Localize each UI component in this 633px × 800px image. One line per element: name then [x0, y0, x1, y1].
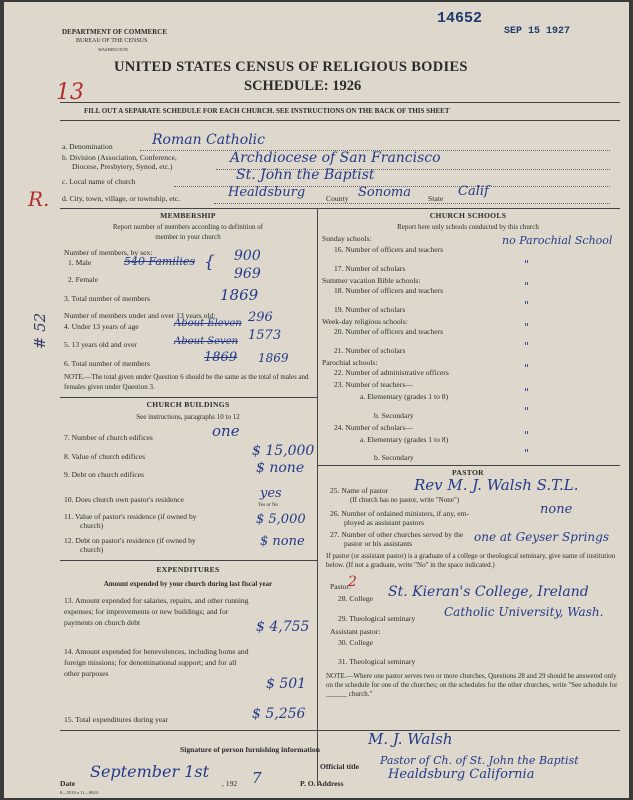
- q16-label: 16. Number of officers and teachers: [334, 245, 444, 254]
- q7-value: one: [212, 422, 240, 440]
- pastor-instruction: If pastor (or assistant pastor) is a graduate of a college or theological seminary, give name of institution below. (If not a graduate, write "No" in the space indicated.): [326, 552, 616, 569]
- city-label: d. City, town, village, or township, etc.: [62, 194, 181, 203]
- q6-struck: 1869: [204, 350, 238, 365]
- q1a-label: 1. Male: [68, 258, 92, 267]
- buildings-intro: See instructions, paragraphs 10 to 12: [136, 413, 240, 421]
- signature-label: Signature of person furnishing information: [180, 745, 320, 754]
- q31-label: 31. Theological seminary: [338, 657, 416, 666]
- pastor-mark: 2: [348, 574, 357, 590]
- q26-value: none: [540, 502, 573, 517]
- q29-label: 29. Theological seminary: [338, 614, 416, 623]
- q23-label: 23. Number of teachers—: [334, 380, 413, 389]
- q13-value: $ 4,755: [256, 619, 310, 635]
- q9-label: 9. Debt on church edifices: [64, 470, 144, 479]
- city-value: Healdsburg: [228, 185, 306, 200]
- q11-value: $ 5,000: [256, 512, 306, 527]
- q12-label: 12. Debt on pastor's residence (if owned by: [64, 536, 196, 545]
- bureau-line: BUREAU OF THE CENSUS: [76, 38, 148, 44]
- form-subtitle: SCHEDULE: 1926: [244, 78, 362, 94]
- q8-value: $ 15,000: [252, 443, 315, 459]
- q24b-value: ": [524, 447, 530, 460]
- yes-no-hint: Yes or No: [258, 503, 279, 508]
- q6-value: 1869: [258, 351, 289, 365]
- q16-value: no Parochial School: [502, 234, 613, 247]
- form-code: 8—5519 a 11—9024: [60, 790, 98, 795]
- summer-label: Summer vacation Bible schools:: [322, 276, 421, 285]
- q12-value: $ none: [260, 534, 305, 549]
- brace-1: {: [204, 252, 215, 272]
- official-title-label: Official title: [320, 762, 360, 771]
- weekday-label: Week-day religious schools:: [322, 317, 408, 326]
- q24a-value: ": [524, 429, 530, 442]
- division-label-2: Diocese, Presbytery, Synod, etc.): [72, 162, 173, 171]
- q2-label: 2. Female: [68, 275, 98, 284]
- q5-label: 5. 13 years old and over: [64, 340, 137, 349]
- female-value: 969: [234, 266, 261, 282]
- pastor-heading: PASTOR: [452, 468, 484, 477]
- q15-label: 15. Total expenditures during year: [64, 715, 169, 724]
- margin-vertical-note: # 52: [31, 312, 50, 350]
- county-value: Sonoma: [358, 185, 412, 200]
- q26-label-2: ployed as assistant pastors: [344, 518, 424, 527]
- q24a-label: a. Elementary (grades 1 to 8): [360, 435, 449, 444]
- total-value: 1869: [220, 286, 259, 304]
- q22-value: ": [524, 362, 530, 375]
- q4-value: 296: [248, 310, 273, 325]
- q7-label: 7. Number of church edifices: [64, 433, 153, 442]
- date-label: Date: [60, 779, 76, 788]
- q24b-label: b. Secondary: [374, 453, 414, 462]
- male-value: 900: [234, 248, 261, 264]
- denomination-value: Roman Catholic: [152, 132, 265, 148]
- q12-label-2: church): [80, 545, 104, 554]
- q1-label: Number of members, by sex:: [64, 248, 153, 257]
- sunday-schools-label: Sunday schools:: [322, 234, 372, 243]
- q21-value: ": [524, 340, 530, 353]
- q10-value: yes: [260, 486, 282, 501]
- county-label: County: [326, 194, 349, 203]
- membership-intro-1: Report number of members according to definition of: [112, 223, 264, 231]
- q4-label: 4. Under 13 years of age: [64, 322, 139, 331]
- q15-value: $ 5,256: [252, 706, 306, 722]
- po-address-value: Healdsburg California: [388, 767, 535, 782]
- q25-hint: (If church has no pastor, write "None"): [350, 496, 460, 504]
- local-name-label: c. Local name of church: [62, 177, 136, 186]
- schools-intro: Report here only schools conducted by this church: [397, 223, 539, 231]
- q14-value: $ 501: [266, 676, 307, 692]
- local-name-value: St. John the Baptist: [236, 167, 375, 183]
- date-value: September 1st: [90, 762, 210, 781]
- q27-label: 27. Number of other churches served by the: [330, 530, 464, 539]
- q24-label: 24. Number of scholars—: [334, 423, 413, 432]
- q3-label: 3. Total number of members: [64, 294, 151, 303]
- official-title-value: Pastor of Ch. of St. John the Baptist: [380, 754, 579, 767]
- q20-value: ": [524, 321, 530, 334]
- q20-label: 20. Number of officers and teachers: [334, 327, 444, 336]
- q23b-value: ": [524, 405, 530, 418]
- pastor-note: NOTE.—Where one pastor serves two or more churches, Questions 28 and 29 should be answered only on the schedule for one of the churches; on the schedules for the other churches, write "See schedule for ______ church.": [326, 672, 618, 698]
- q17-label: 17. Number of scholars: [334, 264, 406, 273]
- q27-label-2: pastor or his assistants: [344, 539, 413, 548]
- q22-label: 22. Number of administrative officers: [334, 368, 449, 377]
- census-form: [4, 2, 629, 798]
- q27-value: one at Geyser Springs: [474, 530, 609, 544]
- q17-value: ": [524, 258, 530, 271]
- q10-label: 10. Does church own pastor's residence: [64, 495, 184, 504]
- q18-label: 18. Number of officers and teachers: [334, 286, 444, 295]
- parochial-label: Parochial schools:: [322, 358, 378, 367]
- expenditures-intro: Amount expended by your church during last fiscal year: [103, 580, 273, 588]
- q23b-label: b. Secondary: [374, 411, 414, 420]
- q18-value: ": [524, 280, 530, 293]
- q19-value: ": [524, 299, 530, 312]
- q11-label-2: church): [80, 521, 104, 530]
- instruction-line: FILL OUT A SEPARATE SCHEDULE FOR EACH CHURCH. SEE INSTRUCTIONS ON THE BACK OF THIS SHEET: [84, 107, 450, 115]
- q21-label: 21. Number of scholars: [334, 346, 406, 355]
- po-address-label: P. O. Address: [300, 779, 344, 788]
- q5-struck: About Seven: [174, 336, 239, 347]
- schools-heading: CHURCH SCHOOLS: [429, 211, 507, 220]
- buildings-heading: CHURCH BUILDINGS: [146, 400, 230, 409]
- denomination-label: a. Denomination: [62, 142, 113, 151]
- q11-label: 11. Value of pastor's residence (if owned by: [64, 512, 197, 521]
- assistant-pastor-label: Assistant pastor:: [330, 627, 381, 636]
- date-stamp: SEP 15 1927: [504, 26, 571, 37]
- location-line: WASHINGTON: [98, 47, 128, 52]
- year-digit: 7: [252, 769, 262, 787]
- membership-heading: MEMBERSHIP: [160, 211, 216, 220]
- division-label: b. Division (Association, Conference,: [62, 153, 177, 162]
- q29-value: Catholic University, Wash.: [444, 605, 604, 619]
- margin-number: 13: [56, 80, 84, 105]
- q26-label: 26. Number of ordained ministers, if any, em-: [330, 509, 470, 518]
- state-label: State: [428, 194, 444, 203]
- margin-r-mark: R.: [28, 187, 50, 211]
- q14-label: 14. Amount expended for benevolences, including home and foreign missions; for denominational support; and for all other purposes: [64, 647, 249, 678]
- q4-struck: About Eleven: [174, 318, 242, 329]
- q13-label: 13. Amount expended for salaries, repairs, and other running expenses; for improvements or new buildings; and for payments on church debt: [64, 596, 249, 627]
- form-stamp-number: 14652: [437, 10, 483, 27]
- q6-label: 6. Total number of members: [64, 359, 151, 368]
- q23a-label: a. Elementary (grades 1 to 8): [360, 392, 449, 401]
- form-title: UNITED STATES CENSUS OF RELIGIOUS BODIES: [114, 59, 468, 75]
- q19-label: 19. Number of scholars: [334, 305, 406, 314]
- q5-value: 1573: [248, 328, 282, 343]
- q25-label: 25. Name of pastor: [330, 486, 389, 495]
- q-age-label: Number of members under and over 13 years old:: [64, 311, 216, 320]
- state-value: Calif: [458, 184, 489, 199]
- division-value: Archdiocese of San Francisco: [230, 150, 441, 166]
- membership-note: NOTE.—The total given under Question 6 should be the same as the total of males and females given under Question 3.: [64, 373, 309, 391]
- q8-label: 8. Value of church edifices: [64, 452, 146, 461]
- pastor-sub-label: Pastor:: [330, 582, 352, 591]
- year-print: , 192: [222, 779, 238, 788]
- membership-intro-2: member in your church: [155, 233, 221, 241]
- q28-value: St. Kieran's College, Ireland: [388, 584, 589, 600]
- signature-value: M. J. Walsh: [368, 730, 453, 748]
- department-line: DEPARTMENT OF COMMERCE: [62, 28, 168, 36]
- q9-value: $ none: [256, 460, 305, 476]
- q25-value: Rev M. J. Walsh S.T.L.: [414, 476, 579, 494]
- q30-label: 30. College: [338, 638, 374, 647]
- q28-label: 28. College: [338, 594, 374, 603]
- male-struck: 540 Families: [124, 255, 196, 268]
- q23a-value: ": [524, 386, 530, 399]
- expenditures-heading: EXPENDITURES: [156, 565, 220, 574]
